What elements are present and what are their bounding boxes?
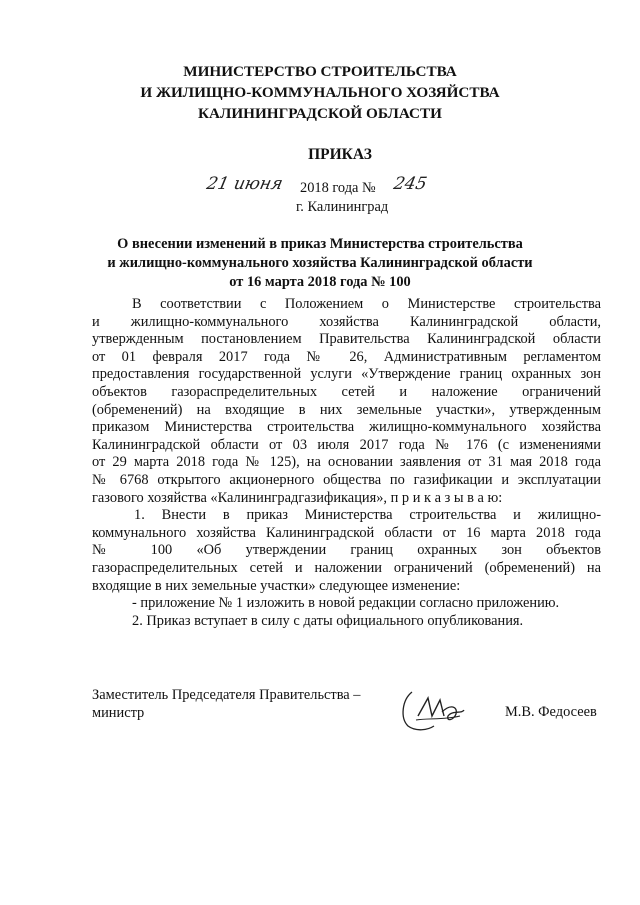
- date-year-text: 2018 года №: [300, 180, 376, 196]
- body-line: от 01 февраля 2017 года № 26, Административным регламентом: [92, 348, 601, 365]
- body-line: предоставления государственной услуги «Утверждение границ охранных зон: [92, 366, 601, 383]
- body-line: объектов газораспределительных сетей и наложение ограничений: [92, 383, 601, 400]
- order-subject: [80, 235, 560, 292]
- position-line-2: министр: [92, 705, 145, 721]
- ministry-line-3: КАЛИНИНГРАДСКОЙ ОБЛАСТИ: [198, 105, 442, 122]
- order-body: [92, 296, 601, 630]
- item-1-subpoint: - приложение № 1 изложить в новой редакции согласно приложению.: [132, 595, 560, 612]
- body-line: Калининградской области от 03 июля 2017 года № 176 (с изменениями: [92, 436, 601, 453]
- item-1-line: 1. Внести в приказ Министерства строительства и жилищно-: [134, 507, 601, 524]
- body-line: газового хозяйства «Калининградгазификация», п р и к а з ы в а ю:: [92, 489, 503, 506]
- handwritten-number: 245: [391, 174, 429, 194]
- subject-line-3: от 16 марта 2018 года № 100: [229, 274, 411, 290]
- subject-line-2: и жилищно-коммунального хозяйства Калининградской области: [107, 255, 533, 271]
- body-line: утвержденным постановлением Правительства Калининградской области: [92, 331, 601, 348]
- document-title: ПРИКАЗ: [308, 146, 372, 163]
- signatory-name: М.В. Федосеев: [505, 704, 597, 720]
- item-2-line: 2. Приказ вступает в силу с даты официального опубликования.: [132, 612, 524, 629]
- item-1-line: газораспределительных сетей и наложении ограничений (обременений) на: [92, 559, 601, 576]
- subject-line-1: О внесении изменений в приказ Министерства строительства: [117, 236, 523, 252]
- body-line: № 6768 открытого акционерного общества по газификации и эксплуатации: [92, 471, 601, 488]
- handwritten-signature: [398, 686, 468, 734]
- signatory-position: [92, 686, 360, 722]
- position-line-1: Заместитель Председателя Правительства –: [92, 687, 361, 703]
- body-line: (обременений) на входящие в них земельные участки», утвержденным: [92, 401, 601, 418]
- ministry-header: [0, 61, 640, 124]
- body-line: и жилищно-коммунального хозяйства Калининградской области,: [92, 313, 601, 330]
- item-1-line: входящие в них земельные участки» следующее изменение:: [92, 577, 461, 594]
- ministry-line-1: МИНИСТЕРСТВО СТРОИТЕЛЬСТВА: [183, 63, 457, 80]
- city-line: г. Калининград: [296, 199, 389, 215]
- item-1-line: № 100 «Об утверждении границ охранных зон объектов: [92, 542, 601, 559]
- body-line: В соответствии с Положением о Министерстве строительства: [132, 296, 601, 312]
- ministry-line-2: И ЖИЛИЩНО-КОММУНАЛЬНОГО ХОЗЯЙСТВА: [140, 84, 500, 101]
- handwritten-date: 21 июня: [204, 174, 285, 194]
- body-line: от 29 марта 2018 года № 125), на основании заявления от 31 мая 2018 года: [92, 454, 601, 471]
- item-1-line: коммунального хозяйства Калининградской области от 16 марта 2018 года: [92, 524, 601, 541]
- body-line: приказом Министерства строительства жилищно-коммунального хозяйства: [92, 419, 601, 436]
